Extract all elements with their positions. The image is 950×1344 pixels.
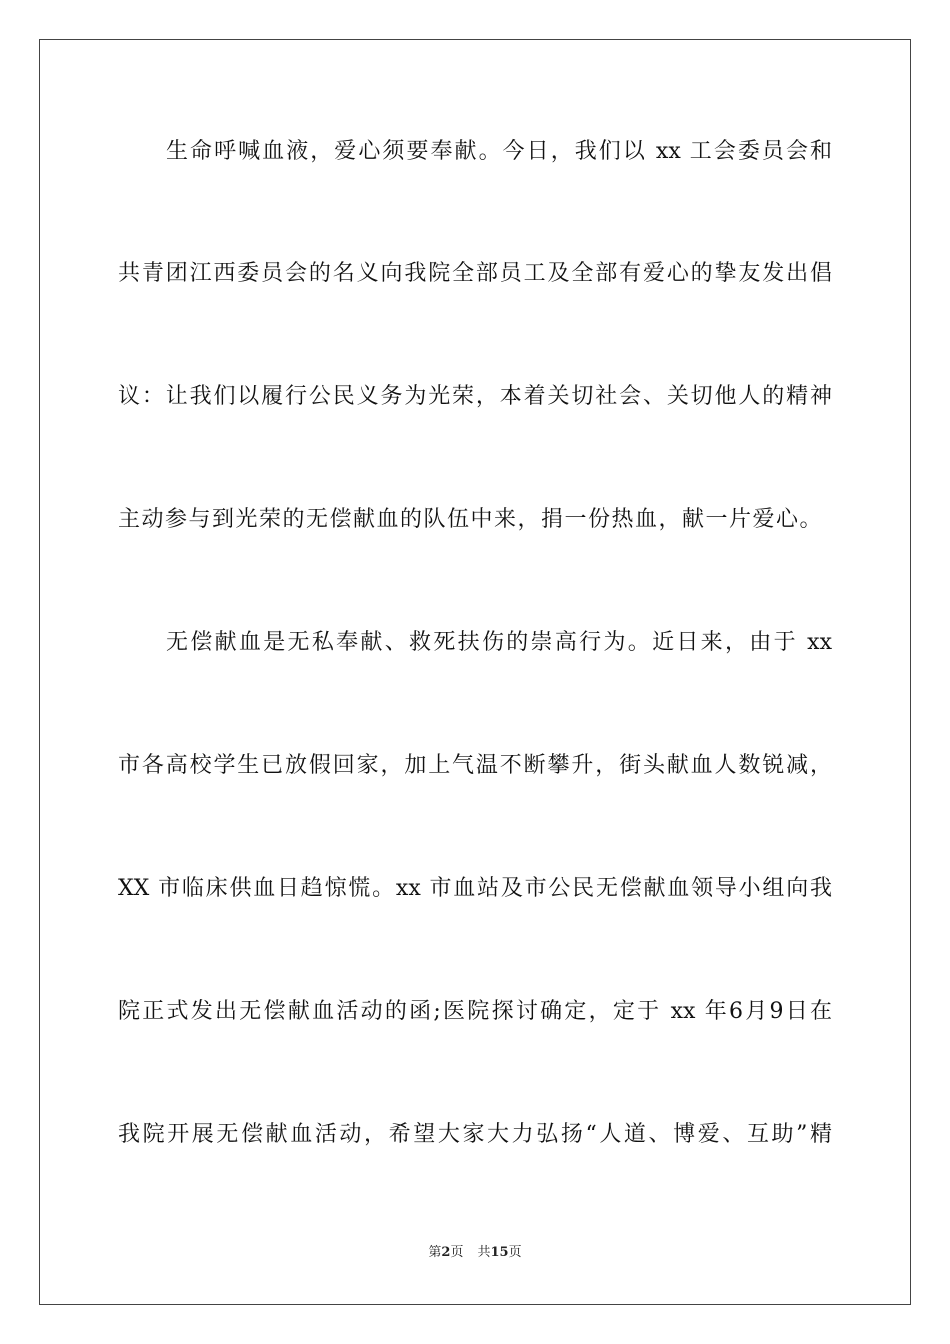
body-line-9: 我院开展无偿献血活动，希望大家大力弘扬“人道、博爱、互助”精	[118, 1122, 832, 1147]
body-line-1: 生命呼喊血液，爱心须要奉献。今日，我们以 xx 工会委员会和	[166, 139, 832, 164]
body-line-4: 主动参与到光荣的无偿献血的队伍中来，捐一份热血，献一片爱心。	[118, 507, 824, 532]
body-line-2: 共青团江西委员会的名义向我院全部员工及全部有爱心的挚友发出倡	[118, 261, 832, 286]
body-line-8: 院正式发出无偿献血活动的函;医院探讨确定，定于 xx 年6月9日在	[118, 999, 832, 1024]
page-frame	[39, 39, 911, 1305]
page-suffix: 页	[450, 1245, 464, 1260]
total-suffix: 页	[508, 1245, 522, 1260]
body-line-7: XX 市临床供血日趋惊慌。xx 市血站及市公民无偿献血领导小组向我	[118, 876, 832, 901]
total-prefix: 共	[477, 1245, 491, 1260]
page-number: 2	[441, 1245, 451, 1260]
body-line-6: 市各高校学生已放假回家，加上气温不断攀升，街头献血人数锐减，	[118, 753, 832, 778]
total-pages: 15	[490, 1245, 509, 1260]
body-line-5: 无偿献血是无私奉献、救死扶伤的崇高行为。近日来，由于 xx	[166, 630, 832, 655]
page-prefix: 第	[428, 1245, 442, 1260]
body-line-3: 议：让我们以履行公民义务为光荣，本着关切社会、关切他人的精神	[118, 384, 832, 409]
page-footer	[0, 1244, 950, 1262]
